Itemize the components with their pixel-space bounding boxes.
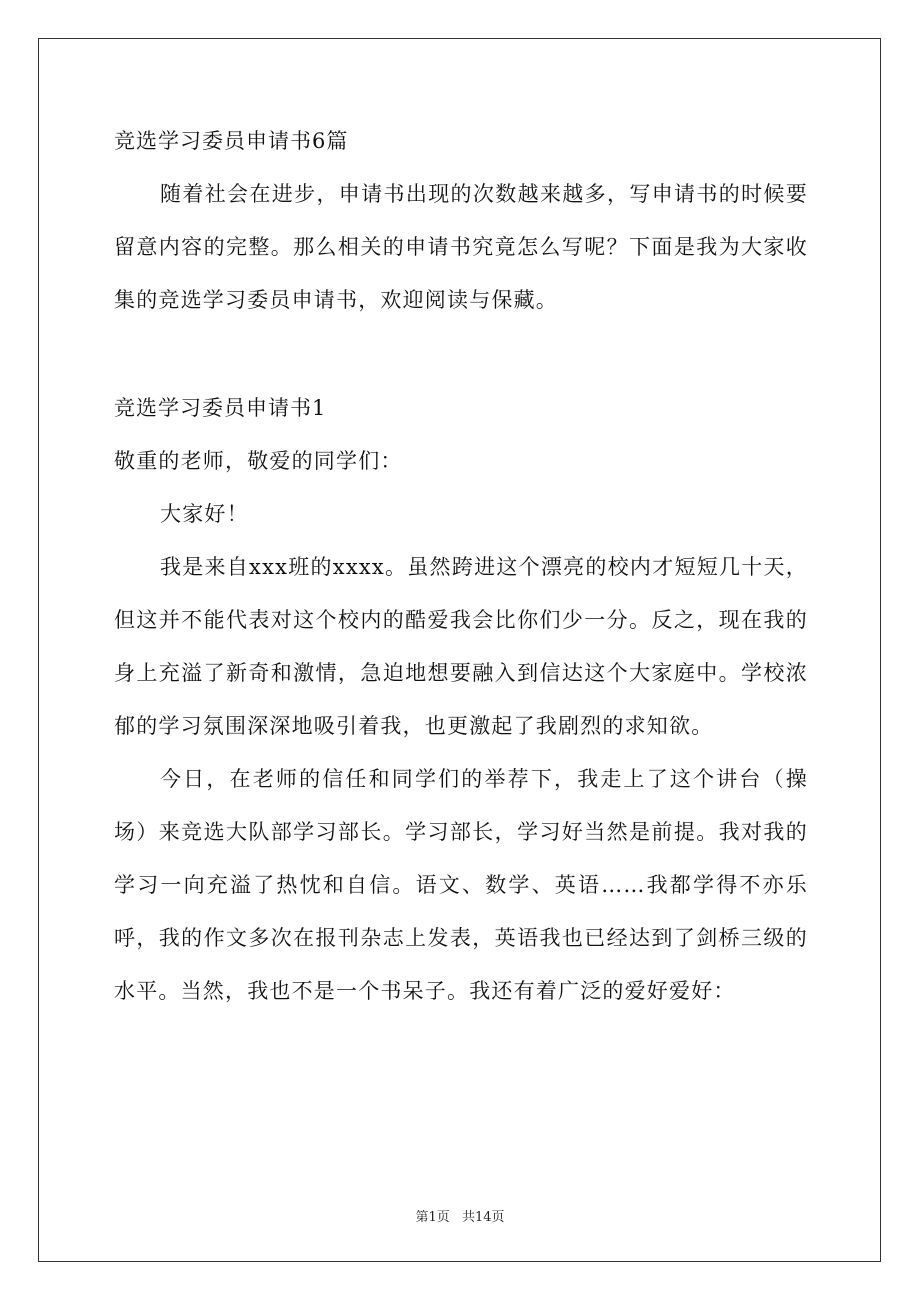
document-body: [114, 118, 808, 1018]
salutation: 敬重的老师，敬爱的同学们：: [114, 449, 403, 473]
body-paragraph-2: 今日，在老师的信任和同学们的举荐下，我走上了这个讲台（操场）来竞选大队部学习部长。学习部长，学习好当然是前提。我对我的学习一向充溢了热忱和自信。语文、数学、英语……我都学得不亦乐呼，我的作文多次在报刊杂志上发表，英语我也已经达到了剑桥三级的水平。当然，我也不是一个书呆子。我还有着广泛的爱好爱好：: [114, 767, 808, 1003]
body-paragraph-1: 我是来自xxx班的xxxx。虽然跨进这个漂亮的校内才短短几十天，但这并不能代表对这个校内的酷爱我会比你们少一分。反之，现在我的身上充溢了新奇和激情，急迫地想要融入到信达这个大家庭中。学校浓郁的学习氛围深深地吸引着我，也更激起了我剧烈的求知欲。: [114, 555, 808, 738]
intro-paragraph: 随着社会在进步，申请书出现的次数越来越多，写申请书的时候要留意内容的完整。那么相关的申请书究竟怎么写呢？下面是我为大家收集的竞选学习委员申请书，欢迎阅读与保藏。: [114, 182, 808, 312]
section-title: 竞选学习委员申请书1: [114, 396, 327, 420]
page-footer: [0, 1206, 920, 1225]
page-number: 第1页: [415, 1210, 450, 1225]
section-spacer: [114, 327, 808, 385]
total-pages: 共14页: [461, 1210, 505, 1225]
document-title: 竞选学习委员申请书6篇: [114, 129, 349, 153]
greeting: 大家好！: [160, 502, 249, 526]
